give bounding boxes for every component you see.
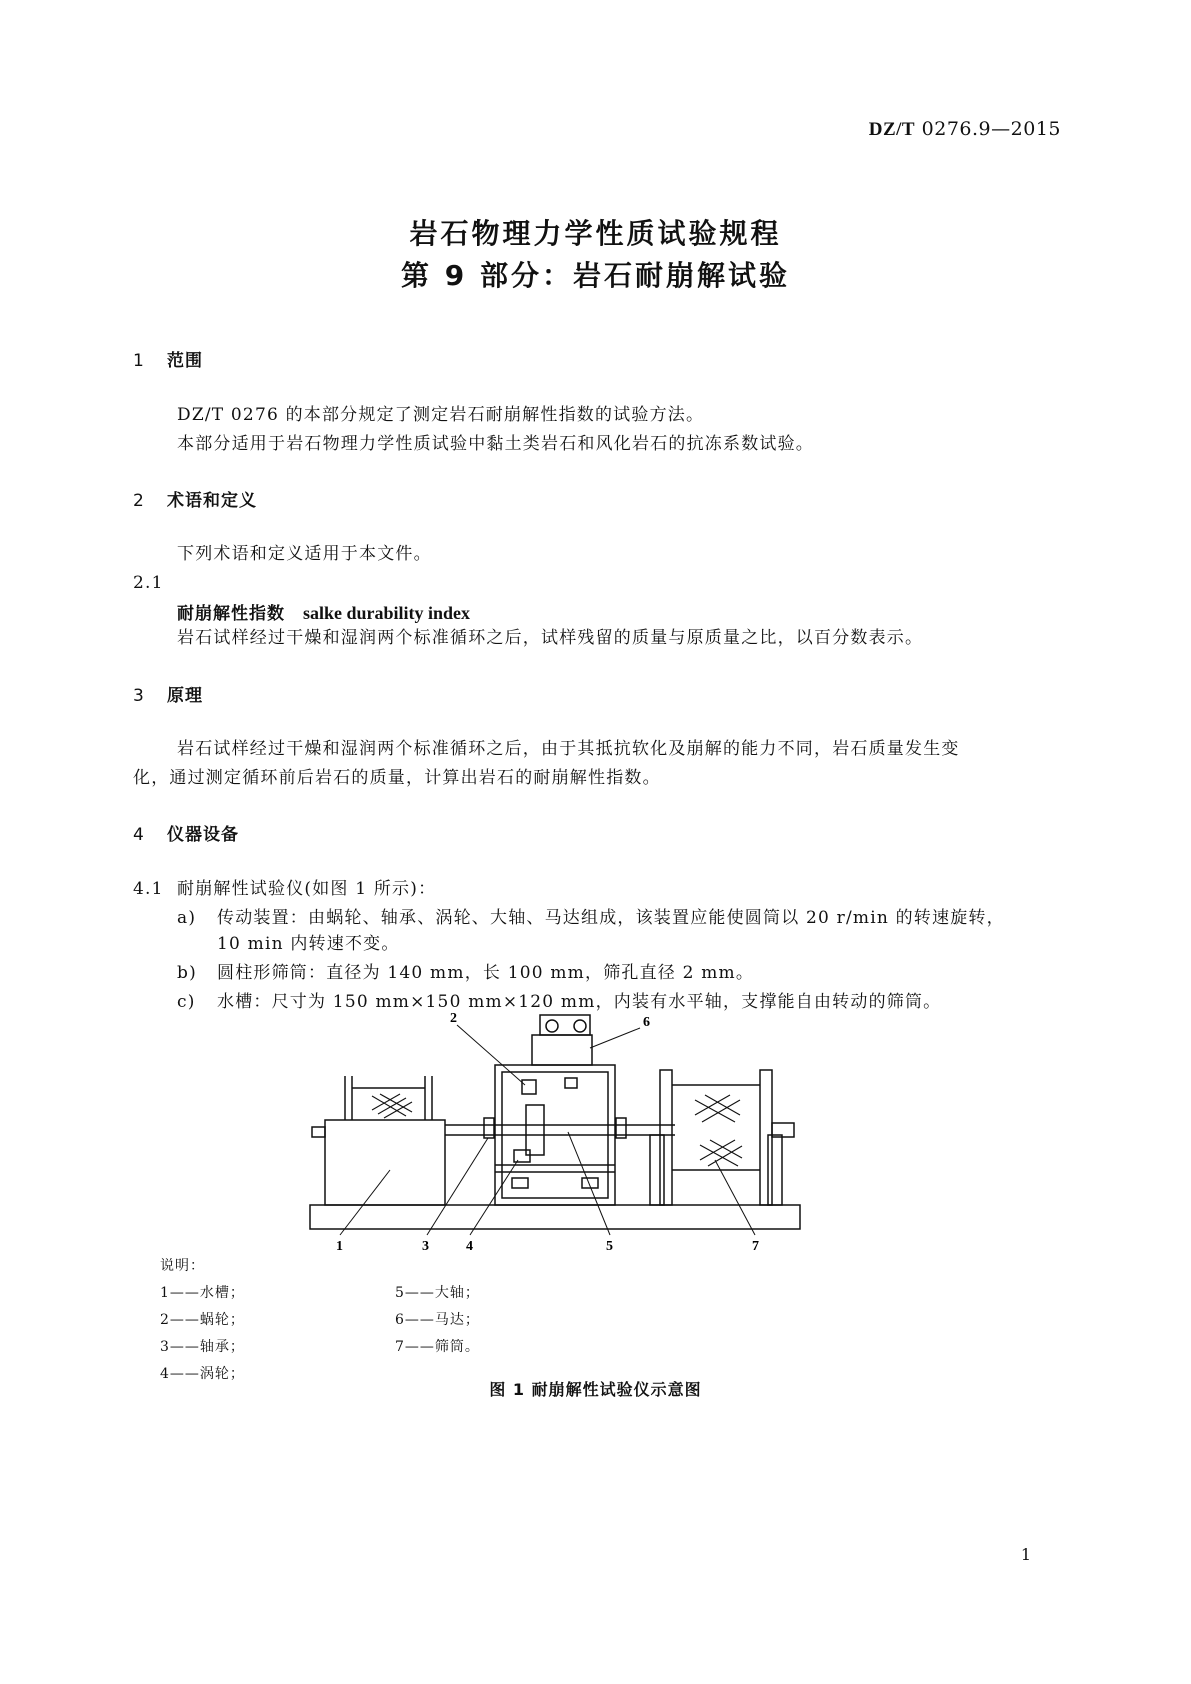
callout-2: 2	[450, 1011, 457, 1026]
legend-item: 1——水槽；	[160, 1285, 245, 1301]
section-3-heading	[133, 681, 203, 706]
right-drum-flange	[660, 1070, 672, 1205]
gear-block	[565, 1078, 577, 1088]
legend-item: 6——马达；	[395, 1312, 480, 1328]
leader-lines	[340, 1025, 755, 1235]
subsection-text: 耐崩解性试验仪(如图 1 所示)：	[177, 879, 437, 899]
legend-title: 说明：	[160, 1258, 205, 1274]
base-plate	[310, 1205, 800, 1229]
callout-3: 3	[422, 1239, 429, 1254]
turbine-gear	[514, 1150, 530, 1162]
document-code-number: 0276.9—2015	[921, 118, 1061, 140]
section-1-paragraph-2: 本部分适用于岩石物理力学性质试验中黏土类岩石和风化岩石的抗冻系数试验。	[177, 434, 814, 454]
motor-body	[532, 1035, 592, 1065]
term-english: salke durability index	[303, 603, 471, 623]
subsection-number: 4.1	[133, 879, 164, 899]
list-item-label: a)	[177, 908, 197, 928]
section-title: 原理	[167, 686, 203, 706]
list-item-text: 水槽：尺寸为 150 mm×150 mm×120 mm，内装有水平轴，支撑能自由转动的筛筒。	[217, 992, 942, 1012]
subsection-2-1-number: 2.1	[133, 573, 164, 593]
page-number: 1	[1020, 1545, 1031, 1564]
water-tank	[325, 1120, 445, 1205]
right-drum-flange	[760, 1070, 772, 1205]
list-item-a-continuation: 10 min 内转速不变。	[217, 934, 400, 954]
right-support	[650, 1135, 664, 1205]
term-definition: 岩石试样经过干燥和湿润两个标准循环之后，试样残留的质量与原质量之比，以百分数表示。	[177, 628, 924, 648]
section-number: 2	[133, 491, 145, 511]
section-1-heading	[133, 346, 203, 371]
legend-item: 2——蜗轮；	[160, 1312, 245, 1328]
section-2-heading	[133, 486, 257, 511]
vertical-shaft	[526, 1105, 544, 1155]
legend-item: 5——大轴；	[395, 1285, 480, 1301]
section-3-line-2: 化，通过测定循环前后岩石的质量，计算出岩石的耐崩解性指数。	[133, 768, 661, 788]
left-shaft-end	[312, 1127, 325, 1137]
section-1-paragraph-1: DZ/T 0276 的本部分规定了测定岩石耐崩解性指数的试验方法。	[177, 405, 705, 425]
section-number: 4	[133, 825, 145, 845]
callout-6: 6	[643, 1015, 650, 1030]
callout-1: 1	[336, 1239, 343, 1254]
list-item-label: b)	[177, 963, 197, 983]
motor-bolt	[546, 1020, 558, 1032]
section-4-heading	[133, 820, 239, 845]
title-line-1: 岩石物理力学性质试验规程	[409, 217, 782, 250]
section-number: 3	[133, 686, 145, 706]
screen-mesh	[372, 1094, 742, 1166]
legend-item: 7——筛筒。	[395, 1339, 480, 1355]
section-title: 仪器设备	[167, 825, 239, 845]
section-3-line-1: 岩石试样经过干燥和湿润两个标准循环之后，由于其抵抗软化及崩解的能力不同，岩石质量发生变	[177, 739, 960, 759]
list-item-text: 传动装置：由蜗轮、轴承、涡轮、大轴、马达组成，该装置应能使圆筒以 20 r/min 的转速旋转，	[217, 908, 1005, 928]
worm-gear	[522, 1080, 536, 1094]
section-title: 术语和定义	[167, 491, 257, 511]
callout-7: 7	[752, 1239, 759, 1254]
figure-caption: 图 1 耐崩解性试验仪示意图	[489, 1380, 702, 1399]
title-line-2: 第 9 部分：岩石耐崩解试验	[401, 259, 790, 292]
document-code-prefix: DZ/T	[868, 119, 916, 140]
section-number: 1	[133, 351, 145, 371]
motor-bolt	[574, 1020, 586, 1032]
slake-durability-apparatus-diagram	[300, 1010, 810, 1260]
section-title: 范围	[167, 351, 203, 371]
term-chinese: 耐崩解性指数	[177, 604, 285, 624]
list-item-label: c)	[177, 992, 196, 1012]
legend-right-column	[395, 1280, 480, 1361]
legend-left-column	[160, 1280, 245, 1388]
right-support	[768, 1135, 782, 1205]
list-item-text: 圆柱形筛筒：直径为 140 mm，长 100 mm，筛孔直径 2 mm。	[217, 963, 755, 983]
section-2-paragraph-1: 下列术语和定义适用于本文件。	[177, 544, 432, 564]
document-code	[869, 118, 1061, 141]
legend-item: 3——轴承；	[160, 1339, 245, 1355]
legend-item: 4——涡轮；	[160, 1366, 245, 1382]
bearing-block	[512, 1178, 528, 1188]
callout-5: 5	[606, 1239, 613, 1254]
callout-4: 4	[466, 1239, 473, 1254]
